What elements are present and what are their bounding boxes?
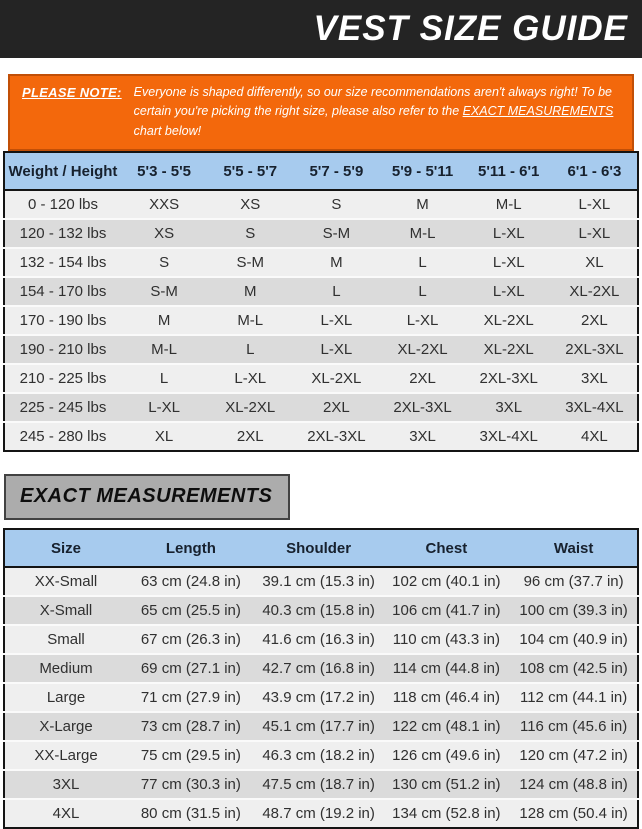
value-cell: 42.7 cm (16.8 in)	[255, 654, 383, 683]
value-cell: S	[121, 248, 207, 277]
value-cell: 110 cm (43.3 in)	[383, 625, 511, 654]
table-row	[4, 567, 638, 596]
value-cell: M-L	[466, 190, 552, 219]
value-cell: M	[379, 190, 465, 219]
value-cell: 106 cm (41.7 in)	[383, 596, 511, 625]
value-cell: L-XL	[466, 219, 552, 248]
row-label-cell: 4XL	[4, 799, 127, 828]
value-cell: 2XL	[379, 364, 465, 393]
table-row	[4, 248, 638, 277]
value-cell: XL	[121, 422, 207, 451]
value-cell: XL-2XL	[552, 277, 638, 306]
value-cell: L-XL	[466, 277, 552, 306]
column-header: Shoulder	[255, 529, 383, 567]
value-cell: 3XL	[552, 364, 638, 393]
value-cell: L	[121, 364, 207, 393]
title-bar	[0, 0, 642, 58]
value-cell: 122 cm (48.1 in)	[383, 712, 511, 741]
value-cell: S-M	[121, 277, 207, 306]
value-cell: 130 cm (51.2 in)	[383, 770, 511, 799]
value-cell: 120 cm (47.2 in)	[510, 741, 638, 770]
value-cell: 40.3 cm (15.8 in)	[255, 596, 383, 625]
value-cell: XS	[207, 190, 293, 219]
column-header: Size	[4, 529, 127, 567]
value-cell: 67 cm (26.3 in)	[127, 625, 255, 654]
value-cell: L-XL	[552, 190, 638, 219]
table-row	[4, 625, 638, 654]
value-cell: 2XL	[293, 393, 379, 422]
value-cell: M	[207, 277, 293, 306]
value-cell: L-XL	[293, 306, 379, 335]
value-cell: L-XL	[121, 393, 207, 422]
value-cell: 3XL	[379, 422, 465, 451]
table-row	[4, 422, 638, 451]
table-row	[4, 596, 638, 625]
exact-measurements-heading	[4, 474, 290, 520]
column-header: 6'1 - 6'3	[552, 152, 638, 190]
value-cell: 2XL	[207, 422, 293, 451]
value-cell: L	[379, 277, 465, 306]
table-row	[4, 741, 638, 770]
row-label-cell: Large	[4, 683, 127, 712]
column-header: Weight / Height	[4, 152, 121, 190]
value-cell: 102 cm (40.1 in)	[383, 567, 511, 596]
column-header: 5'9 - 5'11	[379, 152, 465, 190]
table-row	[4, 712, 638, 741]
row-label-cell: XX-Large	[4, 741, 127, 770]
row-label-cell: 210 - 225 lbs	[4, 364, 121, 393]
table-row	[4, 364, 638, 393]
value-cell: XL-2XL	[293, 364, 379, 393]
column-header: 5'7 - 5'9	[293, 152, 379, 190]
column-header: Length	[127, 529, 255, 567]
column-header: 5'3 - 5'5	[121, 152, 207, 190]
value-cell: 43.9 cm (17.2 in)	[255, 683, 383, 712]
value-cell: 118 cm (46.4 in)	[383, 683, 511, 712]
value-cell: 126 cm (49.6 in)	[383, 741, 511, 770]
value-cell: 2XL-3XL	[552, 335, 638, 364]
size-chart-body	[4, 190, 638, 451]
header-row	[4, 152, 638, 190]
value-cell: XL-2XL	[466, 335, 552, 364]
table-row	[4, 306, 638, 335]
exact-measurements-title: EXACT MEASUREMENTS	[20, 485, 273, 508]
column-header: 5'5 - 5'7	[207, 152, 293, 190]
value-cell: 3XL-4XL	[466, 422, 552, 451]
table-row	[4, 799, 638, 828]
row-label-cell: 132 - 154 lbs	[4, 248, 121, 277]
table-row	[4, 654, 638, 683]
row-label-cell: 120 - 132 lbs	[4, 219, 121, 248]
row-label-cell: 225 - 245 lbs	[4, 393, 121, 422]
value-cell: XL-2XL	[207, 393, 293, 422]
value-cell: 100 cm (39.3 in)	[510, 596, 638, 625]
table-row	[4, 277, 638, 306]
table-row	[4, 190, 638, 219]
table-row	[4, 393, 638, 422]
value-cell: S-M	[207, 248, 293, 277]
size-chart-header	[4, 152, 638, 190]
value-cell: 46.3 cm (18.2 in)	[255, 741, 383, 770]
value-cell: 116 cm (45.6 in)	[510, 712, 638, 741]
row-label-cell: X-Small	[4, 596, 127, 625]
value-cell: 39.1 cm (15.3 in)	[255, 567, 383, 596]
value-cell: L-XL	[552, 219, 638, 248]
value-cell: 71 cm (27.9 in)	[127, 683, 255, 712]
row-label-cell: 170 - 190 lbs	[4, 306, 121, 335]
value-cell: 47.5 cm (18.7 in)	[255, 770, 383, 799]
row-label-cell: 0 - 120 lbs	[4, 190, 121, 219]
value-cell: L-XL	[379, 306, 465, 335]
please-note-banner	[8, 74, 634, 151]
value-cell: 128 cm (50.4 in)	[510, 799, 638, 828]
value-cell: L	[379, 248, 465, 277]
value-cell: L	[207, 335, 293, 364]
value-cell: 2XL-3XL	[293, 422, 379, 451]
value-cell: XS	[121, 219, 207, 248]
row-label-cell: 245 - 280 lbs	[4, 422, 121, 451]
row-label-cell: Small	[4, 625, 127, 654]
value-cell: 104 cm (40.9 in)	[510, 625, 638, 654]
value-cell: 48.7 cm (19.2 in)	[255, 799, 383, 828]
value-cell: 63 cm (24.8 in)	[127, 567, 255, 596]
note-measurements-link: EXACT MEASUREMENTS	[462, 104, 614, 119]
row-label-cell: X-Large	[4, 712, 127, 741]
value-cell: M-L	[121, 335, 207, 364]
table-row	[4, 335, 638, 364]
value-cell: 73 cm (28.7 in)	[127, 712, 255, 741]
value-cell: 3XL-4XL	[552, 393, 638, 422]
value-cell: S-M	[293, 219, 379, 248]
measurements-table	[3, 528, 639, 829]
note-text	[134, 83, 620, 141]
value-cell: L-XL	[207, 364, 293, 393]
value-cell: 77 cm (30.3 in)	[127, 770, 255, 799]
value-cell: XXS	[121, 190, 207, 219]
row-label-cell: Medium	[4, 654, 127, 683]
value-cell: L	[293, 277, 379, 306]
value-cell: M-L	[379, 219, 465, 248]
value-cell: 134 cm (52.8 in)	[383, 799, 511, 828]
table-row	[4, 219, 638, 248]
value-cell: L-XL	[293, 335, 379, 364]
column-header: Chest	[383, 529, 511, 567]
value-cell: 65 cm (25.5 in)	[127, 596, 255, 625]
page-title: VEST SIZE GUIDE	[313, 9, 628, 48]
header-row	[4, 529, 638, 567]
value-cell: XL-2XL	[379, 335, 465, 364]
value-cell: XL-2XL	[466, 306, 552, 335]
value-cell: 2XL	[552, 306, 638, 335]
value-cell: XL	[552, 248, 638, 277]
value-cell: 45.1 cm (17.7 in)	[255, 712, 383, 741]
value-cell: 3XL	[466, 393, 552, 422]
value-cell: 2XL-3XL	[379, 393, 465, 422]
column-header: 5'11 - 6'1	[466, 152, 552, 190]
note-text-after: chart below!	[133, 123, 202, 138]
value-cell: M	[293, 248, 379, 277]
measurements-header	[4, 529, 638, 567]
row-label-cell: 154 - 170 lbs	[4, 277, 121, 306]
value-cell: 108 cm (42.5 in)	[510, 654, 638, 683]
value-cell: S	[207, 219, 293, 248]
value-cell: 124 cm (48.8 in)	[510, 770, 638, 799]
table-row	[4, 770, 638, 799]
value-cell: 75 cm (29.5 in)	[127, 741, 255, 770]
value-cell: 41.6 cm (16.3 in)	[255, 625, 383, 654]
size-chart-table	[3, 151, 639, 452]
row-label-cell: 3XL	[4, 770, 127, 799]
value-cell: 2XL-3XL	[466, 364, 552, 393]
value-cell: M	[121, 306, 207, 335]
value-cell: L-XL	[466, 248, 552, 277]
note-label: PLEASE NOTE:	[22, 85, 122, 100]
value-cell: 69 cm (27.1 in)	[127, 654, 255, 683]
row-label-cell: 190 - 210 lbs	[4, 335, 121, 364]
measurements-body	[4, 567, 638, 828]
value-cell: 80 cm (31.5 in)	[127, 799, 255, 828]
note-text-before: Everyone is shaped differently, so our size recommendations aren't always right! To be certain you're picking the right size, please also refer to the	[133, 85, 612, 119]
value-cell: 4XL	[552, 422, 638, 451]
column-header: Waist	[510, 529, 638, 567]
table-row	[4, 683, 638, 712]
value-cell: 114 cm (44.8 in)	[383, 654, 511, 683]
row-label-cell: XX-Small	[4, 567, 127, 596]
value-cell: 96 cm (37.7 in)	[510, 567, 638, 596]
value-cell: 112 cm (44.1 in)	[510, 683, 638, 712]
value-cell: M-L	[207, 306, 293, 335]
value-cell: S	[293, 190, 379, 219]
